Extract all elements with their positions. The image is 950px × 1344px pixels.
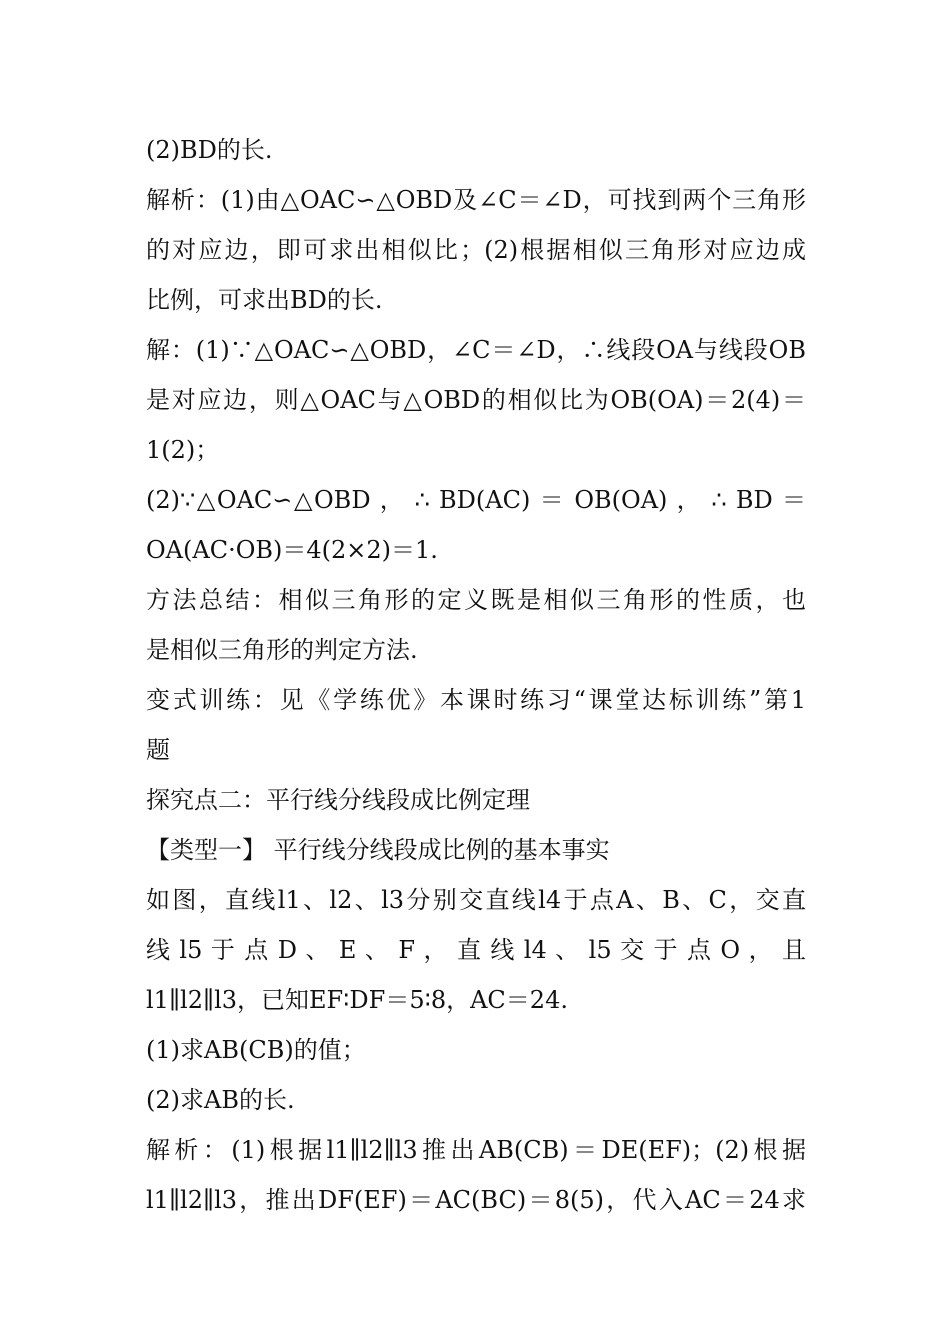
text-line: 线 l5 于 点 D 、 E 、 F ， 直 线 l4 、 l5 交 于 点 O ， 且 (146, 936, 806, 964)
text-line: 解：(1)∵△OAC∽△OBD，∠C＝∠D，∴线段OA与线段OB (146, 336, 806, 364)
text-line: 是对应边，则△OAC与△OBD的相似比为OB(OA)＝2(4)＝ (146, 386, 806, 414)
text-line: 解析：(1)由△OAC∽△OBD及∠C＝∠D，可找到两个三角形 (146, 186, 806, 214)
text-line: 变式训练：见《学练优》本课时练习“课堂达标训练”第1 (146, 686, 806, 714)
text-line: 是相似三角形的判定方法. (146, 636, 418, 664)
text-line: (2)求AB的长. (146, 1086, 295, 1114)
text-line: OA(AC·OB)＝4(2×2)＝1. (146, 536, 438, 564)
text-line: l1∥l2∥l3，已知EF∶DF＝5∶8，AC＝24. (146, 986, 568, 1014)
text-line: (2)∵△OAC∽△OBD ， ∴ BD(AC) ＝ OB(OA) ， ∴ BD ＝ (146, 486, 806, 514)
document-body (146, 125, 806, 1225)
text-line: (2)BD的长. (146, 136, 273, 164)
text-line: l1∥l2∥l3，推出DF(EF)＝AC(BC)＝8(5)，代入AC＝24求 (146, 1186, 806, 1214)
text-line: 的对应边，即可求出相似比；(2)根据相似三角形对应边成 (146, 236, 806, 264)
text-line: 探究点二：平行线分线段成比例定理 (146, 786, 530, 814)
text-line: 比例，可求出BD的长. (146, 286, 383, 314)
text-line: 1(2)； (146, 436, 220, 464)
text-line: 如图，直线l1、l2、l3分别交直线l4于点A、B、C，交直 (146, 886, 806, 914)
text-line: (1)求AB(CB)的值； (146, 1036, 366, 1064)
text-line: 解析：(1)根据l1∥l2∥l3推出AB(CB)＝DE(EF)；(2)根据 (146, 1136, 806, 1164)
text-line: 方法总结：相似三角形的定义既是相似三角形的性质，也 (146, 586, 806, 614)
text-line: 题 (146, 736, 170, 764)
text-line: 【类型一】 平行线分线段成比例的基本事实 (146, 836, 610, 864)
